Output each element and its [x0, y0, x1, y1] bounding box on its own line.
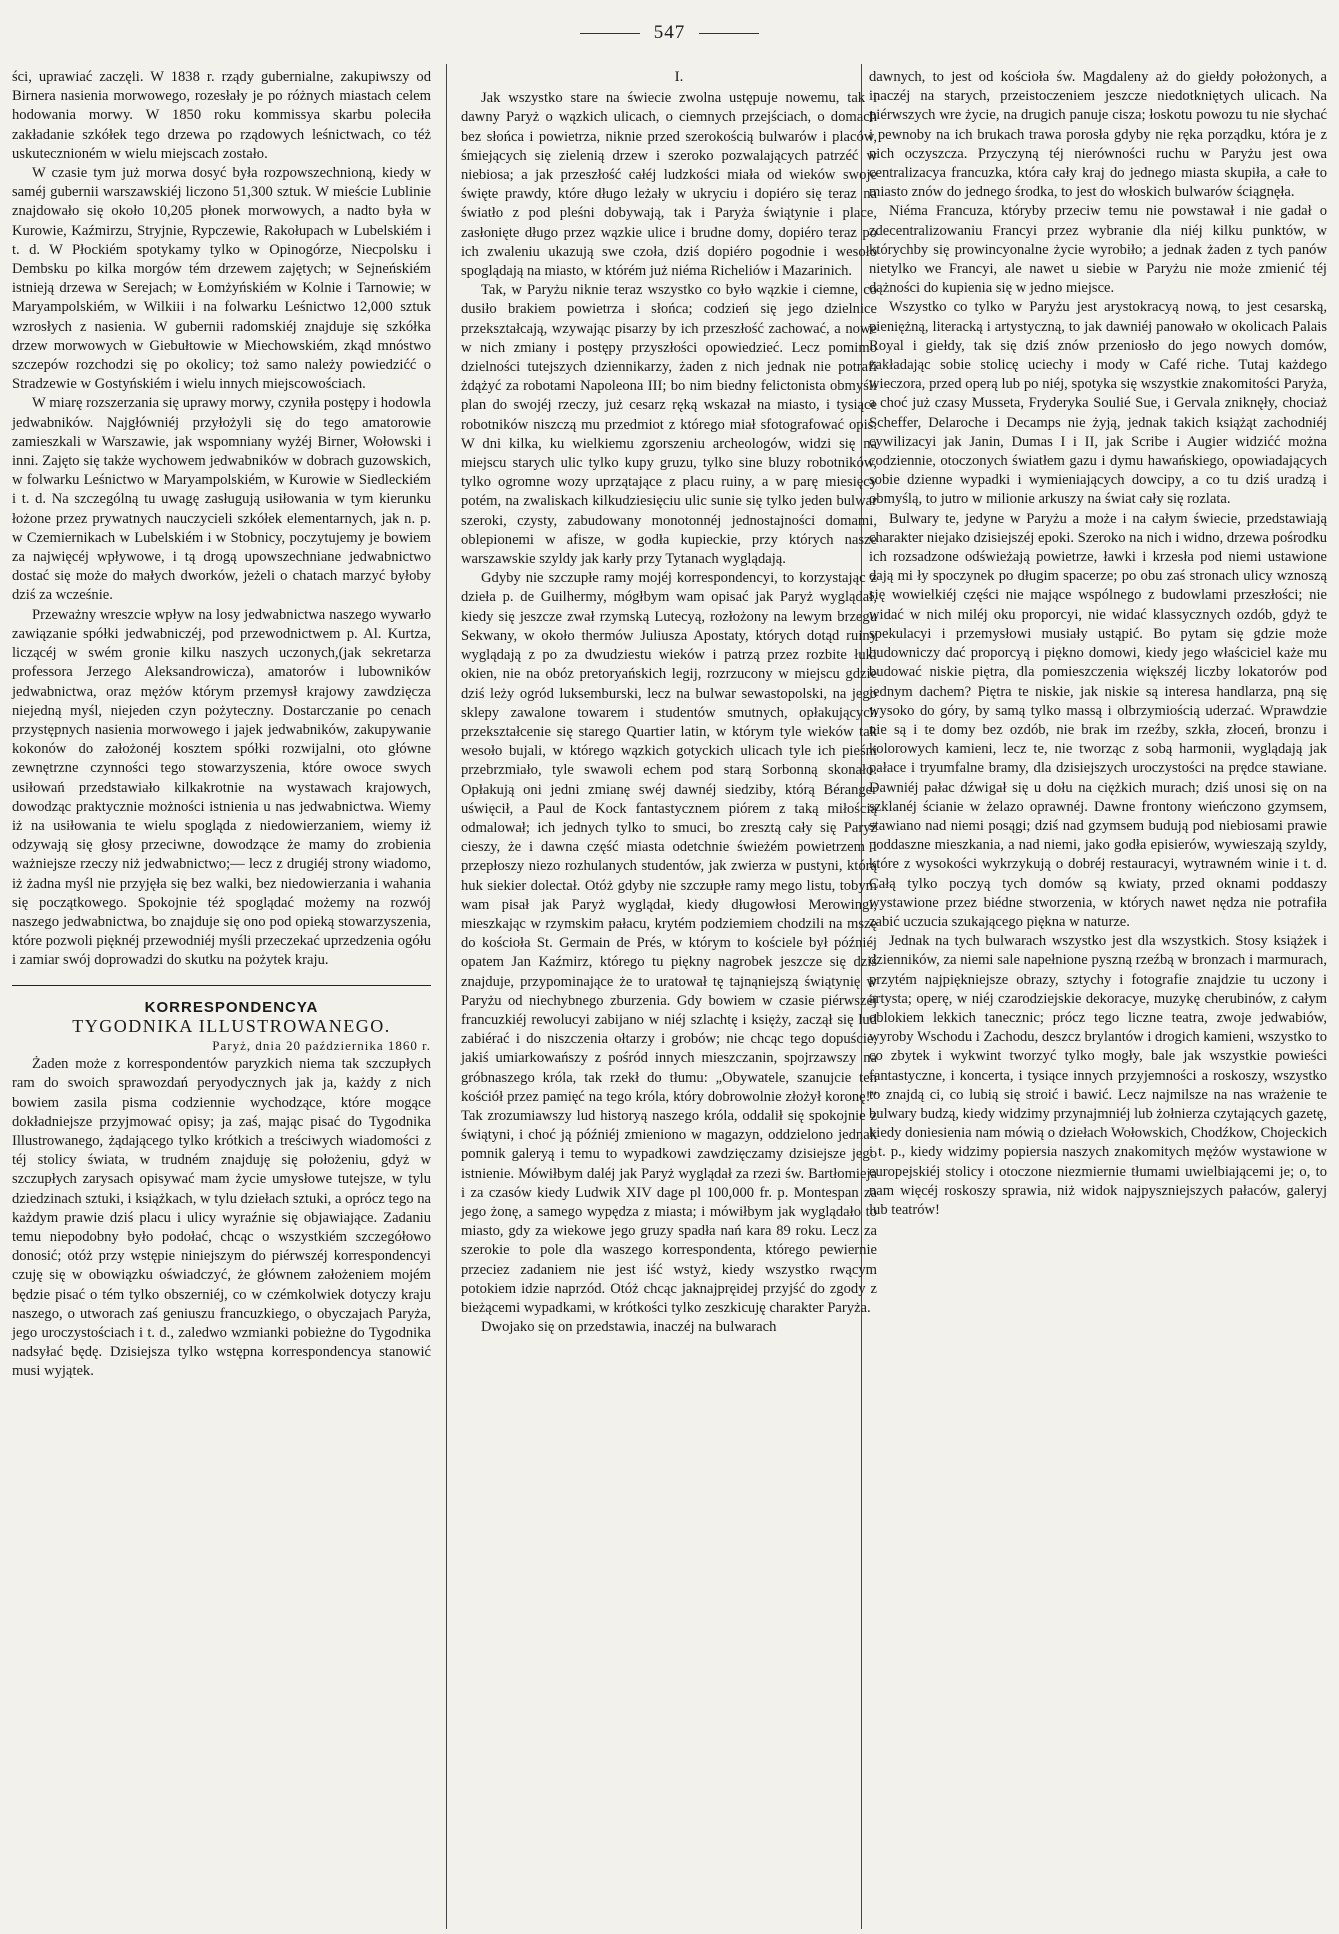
col3-paragraph: Jednak na tych bulwarach wszystko jest dla wszystkich. Stosy książek i dzienników, za niemi sale napełnione pyszną rzeźbą w bronzach i marmurach, przytém najpiękniejsze obrazy, sztychy i fotografie znajdzie tu uczony i artysta; operę, w niéj czarodziejskie dekoracye, muzykę cherubinów, z całym oblokiem lekkich tanecznic; prócz tego liczne teatra, zwoje jedwabiów, wyroby Wschodu i Zachodu, deszcz brylantów i drogich kamieni, wszystko to co zbytek i wykwint tworzyć tylko mogły, bale jak wszystkie powieści fantastyczne, i koncerta, i tysiące innych przyjemności a roskoszy, wszystko to znajdą ci, co lubią się stroić i bawić. Lecz najmilsze na nas wrażenie te bulwary budzą, kiedy widzimy przynajmniéj lub żołnierza czytających gazetę, kiedy doniesienia nam mówią o dziełach Wołowskich, Chodźkow, Chojeckich i t. p., kiedy widzimy popiersia naszych znakomitych mężów wystawione w europejskiéj stolicy i otoczone niezmiernie tłumami uwielbiającemi je; o, to nam więcéj roskoszy sprawia, niż widok najpyszniejszych pałaców, galeryj lub teatrów!	[869, 933, 1327, 1218]
dateline: Paryż, dnia 20 października 1860 r.	[212, 1037, 431, 1053]
section-separator	[12, 985, 431, 986]
section-title: KORRESPONDENCYA	[144, 998, 319, 1016]
col2-paragraph: Gdyby nie szczupłe ramy mojéj korrespondencyi, to korzystając z dzieła p. de Guilhermy, mógłbym wam opisać jak Paryż wyglądał, kiedy się jeszcze zwał rzymską Lutecyą, rozłożony na lewym brzegu Sekwany, w około thermów Juliusza Apostaty, których dotąd ruiny wyglądają z po za dwudziestu wieków i patrzą przez rozbite łuki okien, nie na obóz pretoryańskich legij, rozrzucony w miejscu gdzie dziś leży ogród luksemburski, lecz na bulwar sewastopolski, na jego sklepy zawalone towarem i studentów smutnych, opłakujących przekształcenie się starego Quartier latin, w którym tyle wieków tak wesoło bujali, w którego wązkich gotyckich ulicach tyle ich pieśni przebrzmiało, tyle swawoli echem pod starą Sorbonną skonało. Opłakują oni jedni zmianę swéj dawnéj siedziby, którą Béranger uświęcił, a Paul de Kock fantastycznem piórem z taką miłością odmalował; ich jednych tylko to smuci, bo zresztą cały się Paryż cieszy, że i dawna część miasta odetchnie świeżém powietrzem i przepłoszy niezo rozhulanych studentów, jak zwierza w pustyni, którą huk siekier dolectał. Otóż gdyby nie szczupłe ramy mego listu, tobym wam pisał jak Paryż wyglądał, kiedy długowłosi Merowingi, mieszkając w rzymskim pałacu, krytém podziemiem chodzili na mszę do kościoła St. Germain de Prés, w którym to kościele był późniéj opatem Jan Kaźmirz, którego tu piękny nagrobek jeszcze się dziś znajduje, przypominające że to uratował tę tajnąniejszą świątynię w Paryżu od niechybnego zburzenia. Gdy bowiem w czasie piérwszéj francuzkiéj rewolucyi zabijano w niéj szlachtę i księży, zaczął się lud zabiérać i do niszczenia ołtarzy i grobów; nie chcąc tego dopuście, jakiś umiarkowańszy z pośród innych mieszczanin, spojrzawszy na gróbnaszego króla, tak rzekł do tłumu: „Obywatele, szanujcie ten kościół przez pamięć na tego króla, który dobrowolnie złożył koronę!” Tak zrozumiawszy lud historyą naszego króla, oddalił się spokojnie z świątyni, i choć ją późniéj zmieniono w magazyn, oddzielono jednak pomnik galeryą i temu to wypadkowi zawdzięczamy dzisiejsze jego istnienie. Mówiłbym daléj jak Paryż wyglądał za rzezi św. Bartłomieja i za czasów kiedy Ludwik XIV dage pl 100,000 fr. p. Montespan za jego żonę, a samego wypędza z miasta; i mówiłbym jak wyglądało to miasto, gdy za wiekowe jego gruzy spadła nań kara 89 roku. Lecz za szerokie to pole dla waszego korrespondenta, którego pewiernie przeciez zadaniem nie jest iść wstyż, kiedy wszystko rwącym potokiem idzie naprzód. Otóż chcąc jaknajpręidej przyjść do zgody z bieżącemi wypadkami, w krótkości tylko zeszkicuję charakter Paryża.	[461, 570, 877, 1316]
col1-paragraph: W miarę rozszerzania się uprawy morwy, czyniła postępy i hodowla jedwabników. Najgłówniéj przyłożyli się do tego amatorowie zamieszkali w Warszawie, jak wspomniany wyżéj Birner, Wołowski i inni. Zajęto się także wychowem jedwabników w dobrach guzowskich, w folwarku Leśnictwo w Maryampolskiém, w Kurowie w Siedleckiém i t. d. Na szczególną tu uwagę zasługują usiłowania w tym kierunku łożone przez prywatnych nauczycieli szkółek elementarnych, jak n. p. w Czemiernikach w Lubelskiém i w Stobnicy, poczytujemy je bowiem za najwięcéj wpływowe, i tą drogą upowszechniane jedwabnictwo dostać się może do małych dworków, jeżeli o chatach marzyć byłoby dziś za wcześnie.	[12, 395, 431, 604]
col2-paragraph: Tak, w Paryżu niknie teraz wszystko co było wązkie i ciemne, co dusiło brakiem powietrza i słońca; codzień się jego dzielnice przekształcają, wzywając pisarzy by ich przeszłość zachować, a nowe w nich zmiany i postępy przyszłości opowiedzieć. Lecz pomimo dzielności tutejszych dziennikarzy, żaden z nich jednak nie potrafi żdążyć za robotami Napoleona III; bo nim biedny felictonista obmyśli plan do swojéj rzeczy, już cesarz ręką wskazał na miasto, i tysiące robotników niszczą mu przedmiot z którego miał sfotografować opis. W dni kilka, ku wielkiemu zgorszeniu archeologów, widzi się na miejscu starych ulic tylko kupy gruzu, tylko sine bluzy robotników, tylko ogromne wozy uprzątające z placu ruiny, a w parę miesięcy potém, na zwaliskach kilkudziesięciu ulic sunie się tylko jeden bulwar szeroki, czysty, zabudowany monotonnéj jednostajności domami, oblepionemi w afisze, w godła kupieckie, przy których nasze warszawskie szyldy jak karły przy Tytanach wyglądają.	[461, 282, 877, 568]
col1-paragraph: Przeważny wreszcie wpływ na losy jedwabnictwa naszego wywarło zawiązanie spółki jedwabniczéj, pod przewodnictwem p. Al. Kurtza, liczącéj w swém gronie kilku naszych uczonych,(jak sekretarza professora Jerzego Aleksandrowicza), amatorów i lubowników jedwabnictwa, oraz mężów którym przemysł krajowy zawdzięcza niejedną myśl, niejeden czyn pożyteczny. Dostarczanie po cenach przystępnych nasienia morwowego i jajek jedwabników, zakupywanie kokonów do założonéj kosztem spółki rozwijalni, oto główne zewnętrzne czynności tego stowarzyszenia, które owoce swych usiłowań przedstawiało kilkakrotnie na wystawach krajowych, dowodząc praktycznie możności istnienia u nas jedwabnictwa. Wiemy iż na usiłowania te wielu spogląda z niedowierzaniem, wiemy iż odzywają się głosy przeciwne, dowodzące że mamy do zrobienia ważniejsze rzeczy niż jedwabnictwo;— lecz z drugiéj strony wiadomo, iż żadna myśl nie przyjęła się bez walki, bez niedowierzania i wahania się początkowego. Spokojnie téż spoglądać możemy na rozwój naszego jedwabnictwa, bo znajduje się ono pod opieką stowarzyszenia, które pozwoli pięknéj przewodniéj myśli przeczekać uprzedzenia ogółu i zamiar swój doprowadzi do skutku na pożytek kraju.	[12, 606, 431, 969]
col1-paragraph: W czasie tym już morwa dosyć była rozpowszechnioną, kiedy w saméj gubernii warszawskiéj liczono 51,300 sztuk. W mieście Lublinie znajdowało się około 10,205 płonek morwowych, a nadto była w Kurowie, Kaźmirzu, Stryjnie, Rypczewie, Rakołupach w Lubelskiém i t. d. W Płockiém spotykamy tylko w Opinogórze, Niecpolsku i Dembsku po kilka morgów tém drzewem zajętych; w Sejneńskiém istnieją drzewa w Serejach; w Łomżyńskiém w Kolnie i Tarnowie; w Maryampolskiém, w Wilkiii i na folwarku Leśnictwo 12,000 sztuk wzrosłych z nasienia. W gubernii radomskiéj znajduje się szkółka drzew morwowych w Giebułtowie w Miechowskiém, zkąd mnóstwo szczepów rozchodzi się po okolicy; toż samo należy powiedzićć o Stradzewie w Gostyńskiém i wielu innych miejscowościach.	[12, 165, 431, 393]
col1-paragraph: ści, uprawiać zaczęli. W 1838 r. rządy gubernialne, zakupiwszy od Birnera nasienia morwowego, rozesłały je po różnych miastach celem hodowania morwy. W 1850 roku kommissya skarbu poleciła zakładanie szkółek tego drzewa po rządowych leśnictwach, co téż uskutecznioném w wielu miejscach zostało.	[12, 69, 431, 162]
header-rule-right	[699, 33, 759, 34]
page-header	[0, 22, 1339, 44]
header-rule-left	[580, 33, 640, 34]
column-3	[869, 68, 1327, 1220]
section-subtitle: TYGODNIKA ILLUSTROWANEGO.	[72, 1015, 391, 1036]
column-2	[461, 68, 877, 1337]
col3-paragraph: Wszystko co tylko w Paryżu jest arystokracyą nową, to jest cesarską, pieniężną, literacką i artystyczną, to jak dawniéj panowało w okolicach Palais Royal i giełdy, tak się dziś znów przeniosło do jego nowych domów, zakładając sobie stolicę uciechy i mody w Café riche. Tutaj każdego wieczora, przed operą lub po niéj, spotyka się wszystkie znakomitości Paryża, a choć już czasy Musseta, Fryderyka Soulié Sue, i Gervala zniknęły, chociaż Scheffer, Delaroche i Decamps nie żyją, jednak takich książąt zachodniéj cywilizacyi jak Janin, Dumas I i II, jak Scribe i Augier widzićć można codziennie, otoczonych światłem gazu i dymu hawańskiego, opowiadających sobie dzienne wypadki i wymieniających dowcipy, a co tu dziś uradzą i obmyślą, to jutro w milionie arkuszy na świat cały się rozlata.	[869, 299, 1327, 508]
section-numeral: I.	[674, 69, 684, 85]
col3-paragraph: Niéma Francuza, któryby przeciw temu nie powstawał i nie gadał o zdecentralizowaniu Francyi przez wybranie dla niéj kilku punktów, w którychby się prowincyonalne życie wyrobiło; a jednak żaden z tych panów nietylko we Francyi, ale nawet u siebie w Paryżu nie może zmienić téj dążności do kupienia się w jedno miejsce.	[869, 203, 1327, 297]
column-divider-1	[446, 64, 447, 1929]
col3-paragraph: Bulwary te, jedyne w Paryżu a może i na całym świecie, przedstawiają charakter niejako dzisiejszéj epoki. Szeroko na nich i widno, drzewa pośrodku ich rozsadzone odświeżają powietrze, ławki i krzesła pod niemi ustawione dają mi ły spoczynek po długim spacerze; po obu zaś stronach ulicy wznoszą się wowielkiéj części nie mające wspólnego z budowlami przeszłości; nie widać w nich miléj oku proporcyi, nie widać klassycznych ozdób, gdyż te spekulacyi i przemysłowi musiały ustąpić. Bo pytam się gdzie może budowniczy dać proporcyą i piękno domowi, kiedy jego właściciel każe mu budować niskie piętra, dla pomieszczenia większéj liczby lokatorów pod jednym dachem? Piętra te niskie, jak niskie są interesa handlarza, pną się wysoko do góry, by samą tylko massą i olbrzymiością uderzać. Wprawdzie nie są i te domy bez ozdób, nie brak im rzeźby, szkła, złoceń, bronzu i kolorowych kamieni, lecz te, nie tworząc z sobą harmonii, wyglądają jak pałace i tryumfalne bramy, dla dzisiejszych uroczystości na prędce stawiane. Dawniéj pałac dźwigał się u dołu na ciężkich murach; dziś unosi się on na szklanéj ścianie w żelazo oprawnéj. Dawne frontony wieńczono gzymsem, stawiano nad niemi posągi; dziś nad gzymsem budują pod niebiosami prawie poddaszne mieszkania, a nad niemi, jako godła episierów, wywieszają szyldy, które z wysokości wykrzykują o dobréj restauracyi, wytrawném winie i t. d. Całą tylko poczyą tych domów są kwiaty, przed oknami poddaszy wystawione przez biédne stworzenia, w których nawet nędza nie potrafiła zabić uczucia szukającego piękna w naturze.	[869, 510, 1327, 930]
col2-paragraph: Jak wszystko stare na świecie zwolna ustępuje nowemu, tak i dawny Paryż o wązkich ulicach, o ciemnych przejściach, o domach bez słońca i powietrza, niknie przed szerokością bulwarów i placów, śmiejących się zielenią drzew i szeroko pozwalających patrzéć w niebiosa; a jak przeszłość całéj ludzkości miała od wieków swoje święte prawdy, które długo leżały w ukryciu i dopiéro się teraz na światło z pod pleśni dobywają, tak i Paryża świątynie i place, zasłonięte długo przez wązkie ulice i brudne domy, dopiéro teraz po ich zwaleniu ukazują swe czoła, dziś dopiéro pogodnie i wesoło spoglądają na miasto, w którém już niéma Richeliów i Mazarinich.	[461, 90, 877, 280]
page-number: 547	[653, 22, 686, 43]
col2-paragraph: Dwojako się on przedstawia, inaczéj na bulwarach	[481, 1319, 777, 1336]
column-1	[12, 68, 431, 1382]
col3-paragraph: dawnych, to jest od kościoła św. Magdaleny aż do giełdy położonych, a inaczéj na starych, przeistoczeniem jeszcze niedotkniętych ulicach. Na piérwszych wre życie, na drugich panuje cisza; łoskotu powozu tu nie słychać i pewnoby na ich brukach trawa porosła gdyby nie ręka porządku, która je z nich oczyszcza. Przyczyną téj nierówności ruchu w Paryżu jest owa centralizacya francuzka, która cały kraj do jednego miasta skupiła, a całe to miasto znów do jednego środka, to jest do włoskich bulwarów ściągnęła.	[869, 69, 1327, 201]
col1-paragraph: Żaden może z korrespondentów paryzkich niema tak szczupłych ram do swoich sprawozdań peryodycznych jak ja, każdy z nich bowiem zasila pisma codziennie wychodzące, które mogące dokładniejsze przyjmować opisy; ja zaś, mając pisać do Tygodnika Illustrowanego, żądającego tylko krótkich a treściwych wiadomości z téj stolicy świata, w trudném znajduję się położeniu, gdyż w szczupłych zarysach opisywać mam życie umysłowe tutejsze, w tylu dziedzinach sztuki, i książkach, w tylu dziełach sztuki, a oprócz tego na każdym prawie dziś placu i ulicy wyraźnie się objawiające. Zadaniu temu niepodobny było podołać, chcąc o wszystkiém szczegółowo donosić; otóż przy wstępie niniejszym do piérwszéj korrespondencyi czuję się w obowiązku oświadczyć, że głównem założeniem mojém będzie pisać o tém tylko obszerniéj, co w czémkolwiek dotyczy kraju naszego, o utworach zaś geniuszu francuzkiego, o obyczajach Paryża, jego uroczystościach i t. d., zaledwo wzmianki pobieżne do Tygodnika nadsyłać będę. Dzisiejsza tylko wstępna korrespondencya stanowić musi wyjątek.	[12, 1056, 432, 1380]
